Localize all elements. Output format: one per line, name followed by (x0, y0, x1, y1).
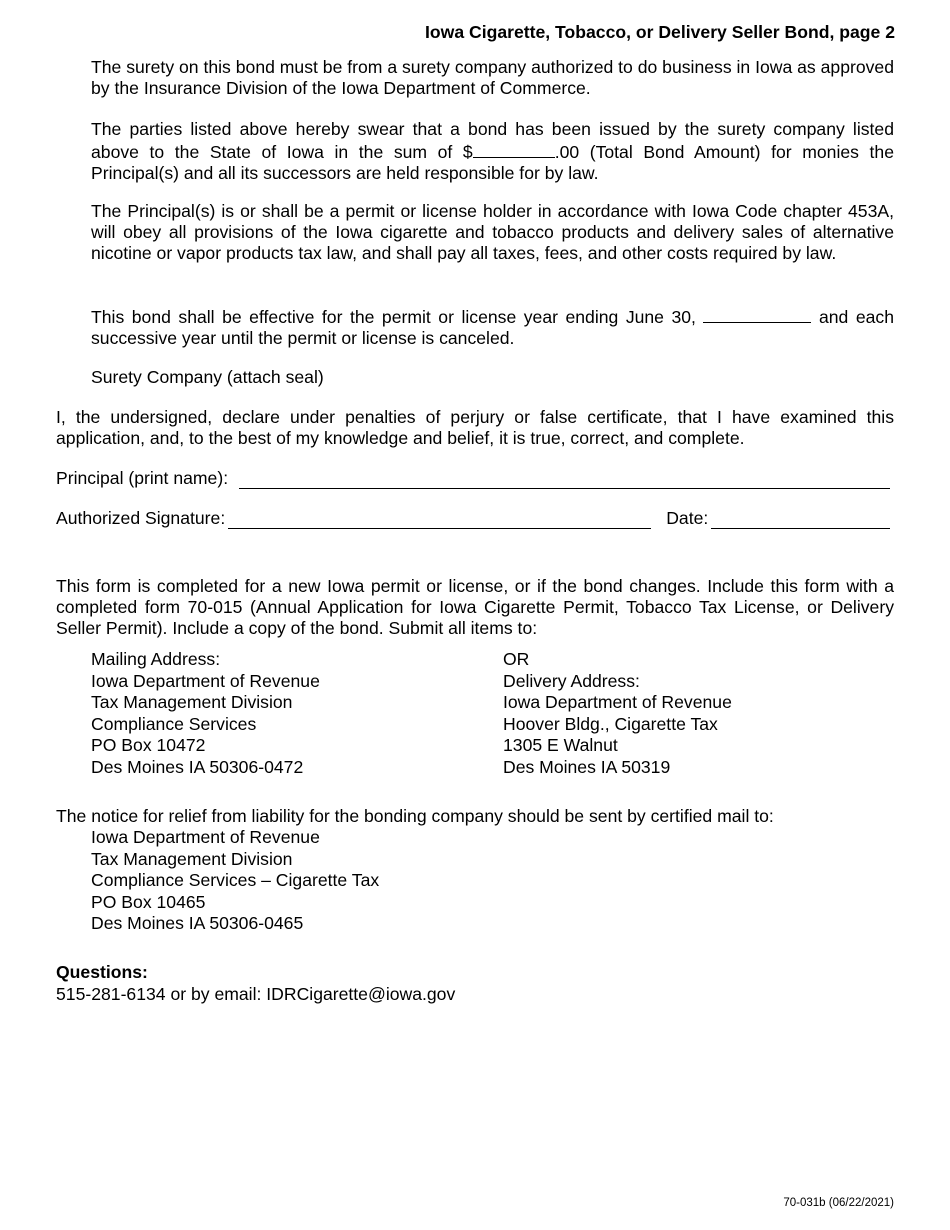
address-line: Des Moines IA 50319 (503, 756, 671, 777)
notice-address-block (91, 827, 379, 935)
parties-text-after: .00 (Total Bond Amount) for monies the Principal(s) and all its successors are held responsible for by law. (91, 142, 894, 183)
address-line: Mailing Address: (91, 649, 221, 669)
address-line: Tax Management Division (91, 692, 293, 713)
form-id-footer: 70-031b (06/22/2021) (783, 1197, 894, 1209)
address-line: Des Moines IA 50306-0465 (91, 913, 304, 934)
address-line: Iowa Department of Revenue (503, 692, 732, 713)
principal-name-field[interactable] (239, 470, 890, 489)
signature-row (56, 508, 890, 529)
address-line: Hoover Bldg., Cigarette Tax (503, 713, 718, 734)
license-year-field[interactable] (703, 305, 811, 323)
date-label: Date: (666, 508, 709, 528)
instructions-paragraph: This form is completed for a new Iowa permit or license, or if the bond changes. Include this form with a completed form 70-015 (Annual Application for Iowa Cigarette Permit, Tobacco Tax License, or Delivery Seller Permit). Include a copy of the bond. Submit all items to: (56, 576, 894, 638)
principal-paragraph: The Principal(s) is or shall be a permit or license holder in accordance with Iowa Code chapter 453A, will obey all provisions of the Iowa cigarette and tobacco products and delivery sales of alternative nicotine or vapor products tax law, and shall pay all taxes, fees, and other costs required by law. (91, 201, 894, 263)
address-line: PO Box 10465 (91, 891, 206, 912)
signature-label: Authorized Signature: (56, 508, 226, 528)
principal-name-label: Principal (print name): (56, 468, 229, 488)
parties-text-before: The parties listed above hereby swear that a bond has been issued by the surety company listed above to the State of Iowa in the sum of $ (91, 119, 894, 162)
mailing-address-block (91, 649, 320, 779)
address-line: Compliance Services – Cigarette Tax (91, 870, 380, 891)
bond-amount-field[interactable] (473, 140, 555, 158)
page-header-title: Iowa Cigarette, Tobacco, or Delivery Seller Bond, page 2 (425, 22, 895, 42)
principal-name-row (56, 468, 890, 489)
address-line: Des Moines IA 50306-0472 (91, 756, 304, 777)
surety-seal-label: Surety Company (attach seal) (91, 367, 324, 387)
surety-paragraph: The surety on this bond must be from a surety company authorized to do business in Iowa as approved by the Insurance Division of the Iowa Department of Commerce. (91, 57, 894, 98)
effective-text-before: This bond shall be effective for the permit or license year ending June 30, (91, 307, 704, 327)
notice-paragraph: The notice for relief from liability for the bonding company should be sent by certified mail to: (56, 806, 774, 826)
address-line: Iowa Department of Revenue (91, 827, 320, 847)
address-line: Compliance Services (91, 713, 257, 734)
date-field[interactable] (711, 510, 890, 529)
address-line: Tax Management Division (91, 848, 293, 869)
address-line: Iowa Department of Revenue (91, 670, 320, 691)
address-line: PO Box 10472 (91, 735, 206, 756)
parties-paragraph (91, 119, 894, 184)
address-line: Delivery Address: (503, 670, 640, 691)
address-line: OR (503, 649, 530, 669)
address-line: 1305 E Walnut (503, 735, 618, 756)
effective-text-after: and each successive year until the permit or license is canceled. (91, 307, 894, 348)
questions-heading: Questions: (56, 962, 148, 982)
declaration-paragraph: I, the undersigned, declare under penalties of perjury or false certificate, that I have examined this application, and, to the best of my knowledge and belief, it is true, correct, and complete. (56, 407, 894, 448)
signature-field[interactable] (228, 510, 651, 529)
effective-paragraph (91, 305, 894, 349)
delivery-address-block (503, 649, 732, 779)
questions-contact: 515-281-6134 or by email: IDRCigarette@iowa.gov (56, 984, 456, 1004)
